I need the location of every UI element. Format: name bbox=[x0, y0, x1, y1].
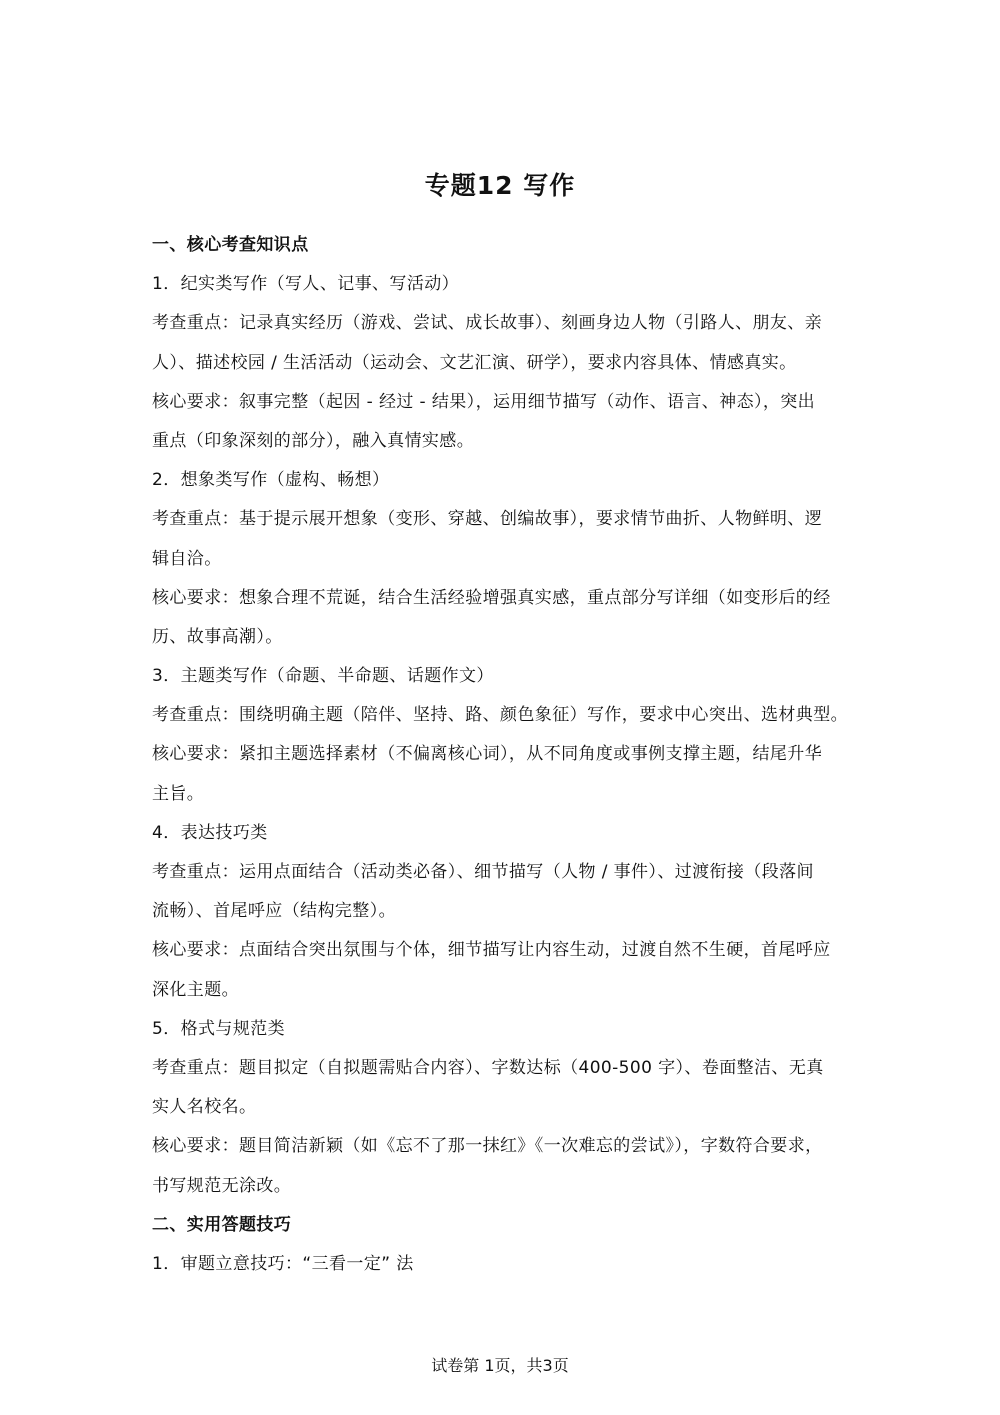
paragraph-line: 核心要求：紧扣主题选择素材（不偏离核心词），从不同角度或事例支撑主题，结尾升华 bbox=[152, 744, 823, 765]
paragraph-line: 书写规范无涂改。 bbox=[152, 1175, 292, 1196]
paragraph-line: 重点（印象深刻的部分），融入真情实感。 bbox=[152, 430, 475, 451]
paragraph-line: 考查重点：围绕明确主题（陪伴、坚持、路、颜色象征）写作，要求中心突出、选材典型。 bbox=[152, 705, 848, 726]
paragraph-line: 深化主题。 bbox=[152, 979, 239, 1000]
list-item-heading: 1．审题立意技巧：“三看一定” 法 bbox=[152, 1253, 414, 1274]
paragraph-line: 核心要求：题目简洁新颖（如《忘不了那一抹红》《一次难忘的尝试》），字数符合要求， bbox=[152, 1136, 823, 1157]
paragraph-line: 考查重点：题目拟定（自拟题需贴合内容）、字数达标（400-500 字）、卷面整洁、无真 bbox=[152, 1057, 824, 1078]
paragraph-line: 考查重点：基于提示展开想象（变形、穿越、创编故事），要求情节曲折、人物鲜明、逻 bbox=[152, 509, 823, 530]
paragraph-line: 核心要求：叙事完整（起因 - 经过 - 结果），运用细节描写（动作、语言、神态），突出 bbox=[152, 391, 816, 412]
paragraph-line: 辑自洽。 bbox=[152, 548, 222, 569]
paragraph-line: 历、故事高潮）。 bbox=[152, 626, 283, 647]
paragraph-line: 实人名校名。 bbox=[152, 1097, 257, 1118]
list-item-heading: 2．想象类写作（虚构、畅想） bbox=[152, 470, 390, 491]
paragraph-line: 核心要求：点面结合突出氛围与个体，细节描写让内容生动，过渡自然不生硬，首尾呼应 bbox=[152, 940, 831, 961]
document-title: 专题12 写作 bbox=[424, 171, 576, 200]
list-item-heading: 5．格式与规范类 bbox=[152, 1018, 286, 1039]
document-body bbox=[152, 226, 852, 1284]
list-item-heading: 3．主题类写作（命题、半命题、话题作文） bbox=[152, 666, 494, 687]
paragraph-line: 流畅）、首尾呼应（结构完整）。 bbox=[152, 901, 396, 922]
list-item-heading: 4．表达技巧类 bbox=[152, 822, 268, 843]
paragraph-line: 主旨。 bbox=[152, 783, 205, 804]
page-footer: 试卷第 1页，共3页 bbox=[431, 1356, 569, 1375]
paragraph-line: 人）、描述校园 / 生活活动（运动会、文艺汇演、研学），要求内容具体、情感真实。 bbox=[152, 352, 797, 373]
section-heading: 一、核心考查知识点 bbox=[152, 235, 309, 255]
paragraph-line: 考查重点：运用点面结合（活动类必备）、细节描写（人物 / 事件）、过渡衔接（段落间 bbox=[152, 862, 814, 882]
paragraph-line: 核心要求：想象合理不荒诞，结合生活经验增强真实感，重点部分写详细（如变形后的经 bbox=[152, 587, 831, 608]
paragraph-line: 考查重点：记录真实经历（游戏、尝试、成长故事）、刻画身边人物（引路人、朋友、亲 bbox=[152, 313, 823, 334]
section-heading: 二、实用答题技巧 bbox=[152, 1214, 292, 1235]
list-item-heading: 1．纪实类写作（写人、记事、写活动） bbox=[152, 274, 460, 295]
